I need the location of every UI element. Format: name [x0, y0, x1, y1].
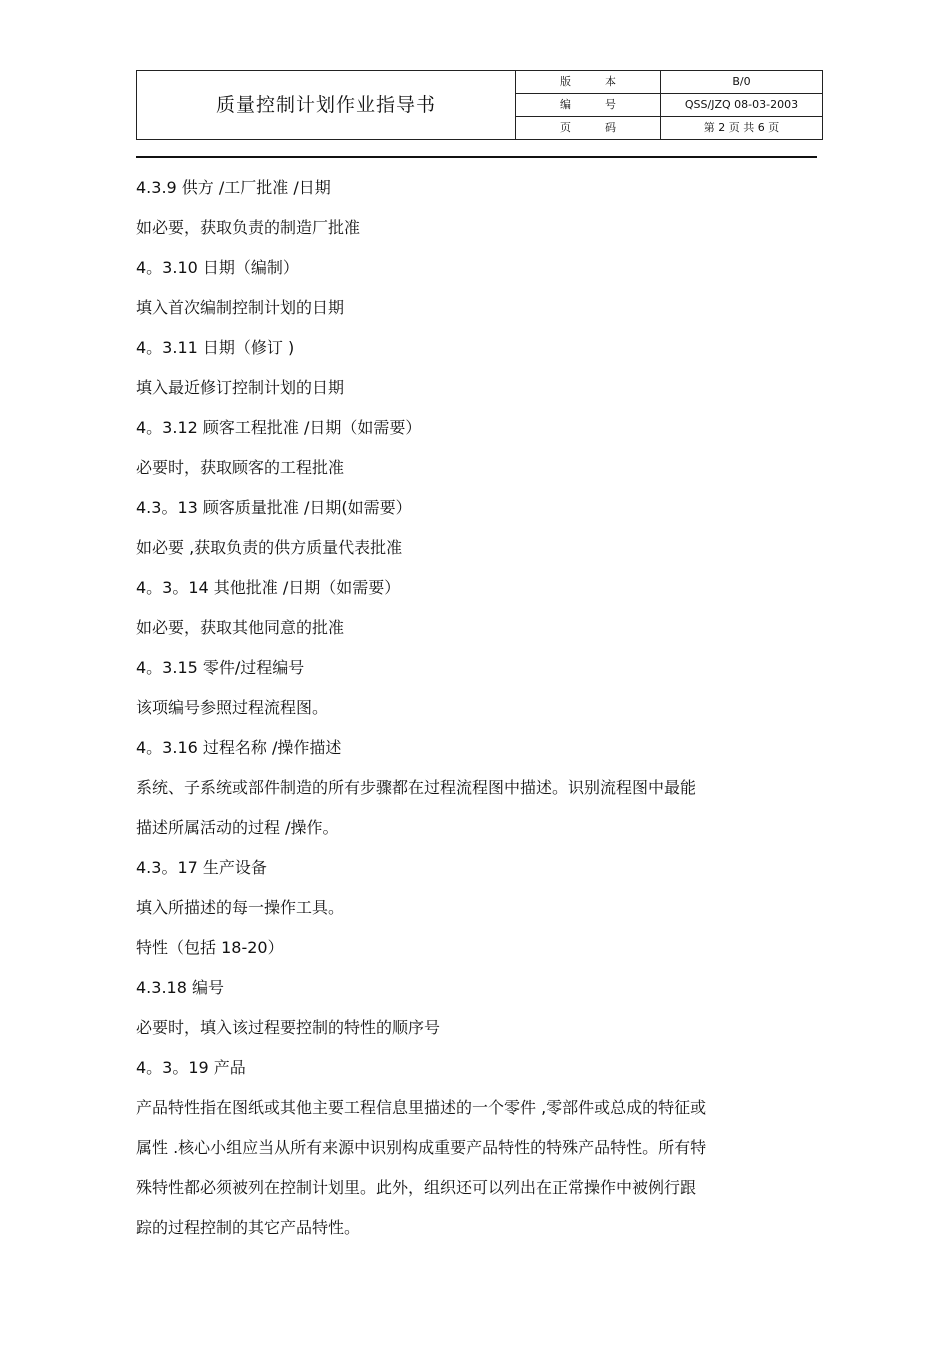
number-label: 编号 [516, 94, 661, 117]
section-heading: 4。3.15 零件/过程编号 [136, 658, 305, 677]
section-heading: 4.3.9 供方 /工厂批准 /日期 [136, 178, 331, 197]
body-text: 如必要，获取负责的制造厂批准 [136, 218, 361, 237]
section-heading: 4.3。13 顾客质量批准 /日期(如需要） [136, 498, 412, 517]
section-heading: 4。3.16 过程名称 /操作描述 [136, 738, 342, 757]
body-text: 填入首次编制控制计划的日期 [136, 298, 345, 317]
version-label: 版本 [516, 71, 661, 94]
section-heading: 4.3。17 生产设备 [136, 858, 267, 877]
section-heading: 4。3.10 日期（编制） [136, 258, 299, 277]
document-title: 质量控制计划作业指导书 [137, 71, 516, 140]
body-text: 该项编号参照过程流程图。 [136, 698, 329, 717]
body-text: 填入最近修订控制计划的日期 [136, 378, 345, 397]
version-value: B/0 [661, 71, 823, 94]
document-body [136, 168, 826, 1248]
body-text: 如必要，获取其他同意的批准 [136, 618, 345, 637]
document-header-table [136, 70, 823, 140]
section-heading: 4。3。14 其他批准 /日期（如需要） [136, 578, 401, 597]
body-text: 如必要 ,获取负责的供方质量代表批准 [136, 538, 403, 557]
body-text: 系统、子系统或部件制造的所有步骤都在过程流程图中描述。识别流程图中最能 [136, 778, 697, 797]
body-text: 必要时，获取顾客的工程批准 [136, 458, 345, 477]
section-heading: 4。3.11 日期（修订 ) [136, 338, 295, 357]
body-text: 属性 .核心小组应当从所有来源中识别构成重要产品特性的特殊产品特性。所有特 [136, 1138, 707, 1157]
section-heading: 特性（包括 18-20） [136, 938, 284, 957]
page-label: 页码 [516, 117, 661, 140]
page-value: 第 2 页 共 6 页 [661, 117, 823, 140]
number-value: QSS/JZQ 08-03-2003 [661, 94, 823, 117]
body-text: 产品特性指在图纸或其他主要工程信息里描述的一个零件 ,零部件或总成的特征或 [136, 1098, 707, 1117]
header-divider [136, 156, 817, 158]
body-text: 填入所描述的每一操作工具。 [136, 898, 345, 917]
section-heading: 4。3.12 顾客工程批准 /日期（如需要） [136, 418, 422, 437]
body-text: 踪的过程控制的其它产品特性。 [136, 1218, 361, 1237]
section-heading: 4。3。19 产品 [136, 1058, 246, 1077]
section-heading: 4.3.18 编号 [136, 978, 224, 997]
body-text: 描述所属活动的过程 /操作。 [136, 818, 339, 837]
body-text: 殊特性都必须被列在控制计划里。此外，组织还可以列出在正常操作中被例行跟 [136, 1178, 697, 1197]
body-text: 必要时，填入该过程要控制的特性的顺序号 [136, 1018, 441, 1037]
